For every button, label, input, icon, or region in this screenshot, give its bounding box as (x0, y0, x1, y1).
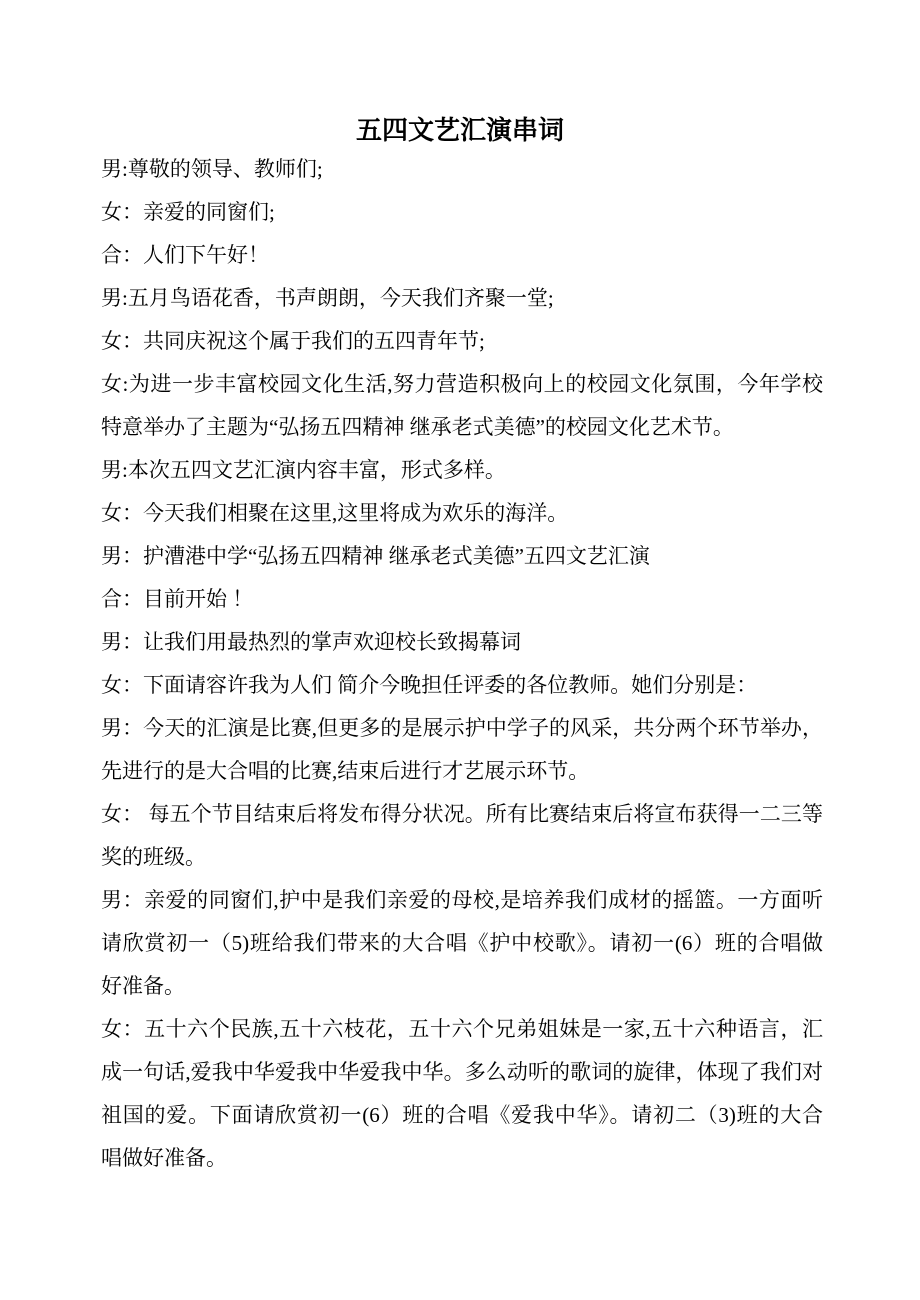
paragraph (101, 879, 823, 1008)
paragraph (101, 320, 823, 363)
text-line: 男：亲爱的同窗们,护中是我们亲爱的母校,是培养我们成材的摇篮。一方面听 (101, 888, 823, 912)
text-line: 男：护漕港中学“弘扬五四精神 继承老式美德”五四文艺汇演 (101, 544, 650, 568)
paragraph (101, 191, 823, 234)
paragraph (101, 621, 823, 664)
text-line: 特意举办了主题为“弘扬五四精神 继承老式美德”的校园文化艺术节。 (101, 415, 734, 439)
paragraph (101, 363, 823, 449)
text-line: 合：目前开始 ！ (101, 587, 254, 611)
text-line: 女： 每五个节目结束后将发布得分状况。所有比赛结束后将宣布获得一二三等 (101, 802, 823, 826)
document-body (101, 148, 823, 1180)
paragraph (101, 1008, 823, 1180)
paragraph (101, 578, 823, 621)
text-line: 女：下面请容许我为人们 简介今晚担任评委的各位教师。她们分别是： (101, 673, 758, 697)
text-line: 男:本次五四文艺汇演内容丰富，形式多样。 (101, 458, 506, 482)
text-line: 女：亲爱的同窗们; (101, 200, 275, 224)
text-line: 男：让我们用最热烈的掌声欢迎校长致揭幕词 (101, 630, 521, 654)
paragraph (101, 664, 823, 707)
text-line: 女：今天我们相聚在这里,这里将成为欢乐的海洋。 (101, 501, 569, 525)
text-line: 女：共同庆祝这个属于我们的五四青年节; (101, 329, 485, 353)
paragraph (101, 492, 823, 535)
paragraph (101, 535, 823, 578)
text-line: 合：人们下午好！ (101, 243, 269, 267)
document-title: 五四文艺汇演串词 (355, 115, 564, 145)
paragraph (101, 449, 823, 492)
paragraph (101, 148, 823, 191)
text-line: 男：今天的汇演是比赛,但更多的是展示护中学子的风采，共分两个环节举办， (101, 716, 823, 740)
paragraph (101, 234, 823, 277)
text-line: 奖的班级。 (101, 845, 206, 869)
text-line: 成一句话,爱我中华爱我中华爱我中华。多么动听的歌词的旋律，体现了我们对 (101, 1060, 823, 1084)
text-line: 先进行的是大合唱的比赛,结束后进行才艺展示环节。 (101, 759, 590, 783)
paragraph (101, 277, 823, 320)
text-line: 男:五月鸟语花香，书声朗朗，今天我们齐聚一堂; (101, 286, 554, 310)
text-line: 请欣赏初一（5)班给我们带来的大合唱《护中校歌》。请初一(6）班的合唱做 (101, 931, 823, 955)
text-line: 祖国的爱。下面请欣赏初一(6）班的合唱《爱我中华》。请初二（3)班的大合 (101, 1103, 823, 1127)
paragraph (101, 707, 823, 793)
paragraph (101, 793, 823, 879)
text-line: 唱做好准备。 (101, 1146, 227, 1170)
text-line: 男:尊敬的领导、教师们; (101, 157, 323, 181)
text-line: 好准备。 (101, 974, 185, 998)
text-line: 女：五十六个民族,五十六枝花，五十六个兄弟姐妹是一家,五十六种语言，汇 (101, 1017, 823, 1041)
text-line: 女:为进一步丰富校园文化生活,努力营造积极向上的校园文化氛围，今年学校 (101, 372, 823, 396)
